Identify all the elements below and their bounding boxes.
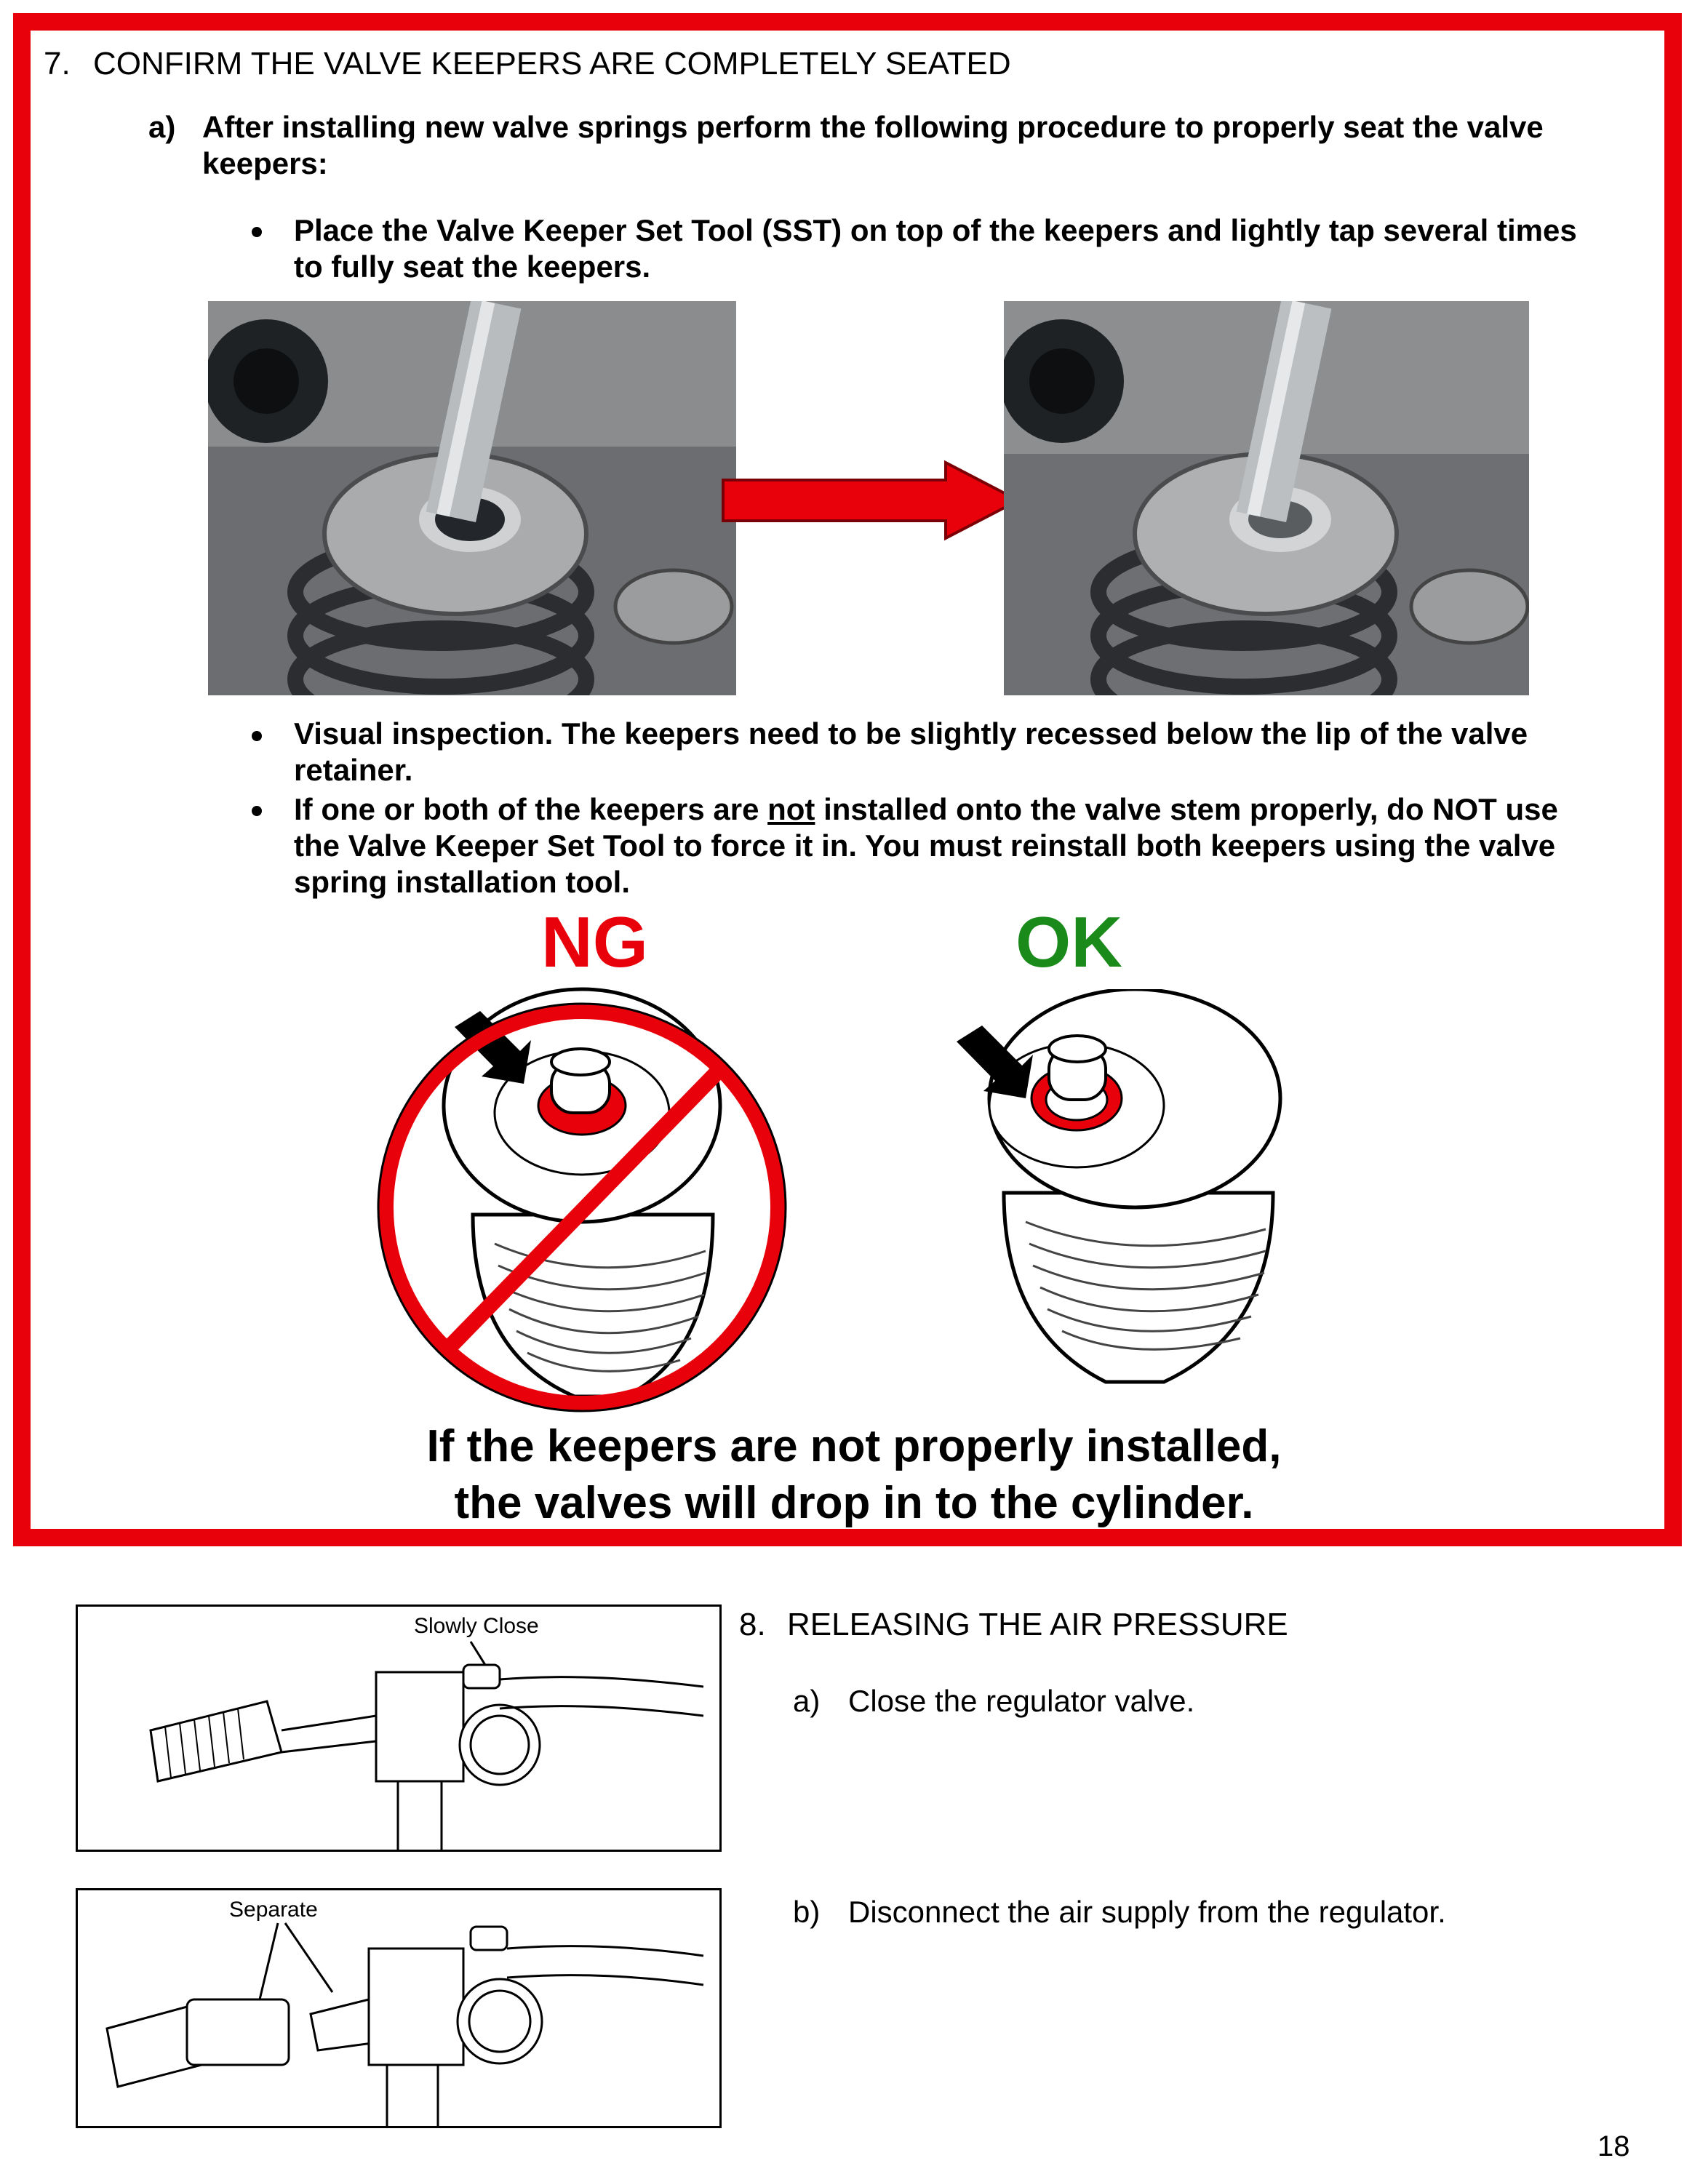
bullet3-text-pre: If one or both of the keepers are	[294, 792, 768, 826]
warning-line1: If the keepers are not properly installed,	[426, 1421, 1282, 1471]
bullet-dot	[252, 227, 262, 237]
step-8a-text: Close the regulator valve.	[848, 1684, 1195, 1718]
photo-keepers-after	[1004, 301, 1529, 695]
bullet-dot	[252, 731, 262, 741]
bullet2-line2: retainer.	[294, 753, 413, 787]
ok-label: OK	[1015, 902, 1122, 982]
section-7-title: CONFIRM THE VALVE KEEPERS ARE COMPLETELY SEATED	[93, 46, 1011, 81]
section-8-title: RELEASING THE AIR PRESSURE	[787, 1607, 1288, 1642]
ng-keeper-illustration	[364, 975, 829, 1426]
step-a-marker: a)	[148, 110, 176, 144]
figure1-callout: Slowly Close	[414, 1614, 539, 1638]
page-number: 18	[1597, 2130, 1630, 2162]
step-a-line1: After installing new valve springs perform the following procedure to properly seat the valve	[202, 110, 1544, 144]
bullet1-line2: to fully seat the keepers.	[294, 249, 651, 284]
figure-close-regulator	[76, 1604, 722, 1852]
bullet3-line2: the Valve Keeper Set Tool to force it in. You must reinstall both keepers using the valve	[294, 828, 1556, 863]
arrow-right-icon	[720, 460, 1026, 541]
bullet-dot	[252, 806, 262, 816]
bullet3-line3: spring installation tool.	[294, 865, 630, 899]
step-a-line2: keepers:	[202, 146, 328, 180]
section-8-number: 8.	[739, 1607, 766, 1642]
figure-separate-supply	[76, 1888, 722, 2128]
bullet3-text-underlined: not	[767, 792, 815, 826]
bullet3-text-post: installed onto the valve stem properly, do NOT use	[815, 792, 1558, 826]
step-8b-marker: b)	[793, 1895, 821, 1929]
photo-keepers-before	[208, 301, 736, 695]
step-8a-marker: a)	[793, 1684, 821, 1718]
bullet3-line1	[294, 791, 1558, 828]
bullet1-line1: Place the Valve Keeper Set Tool (SST) on top of the keepers and lightly tap several times	[294, 213, 1577, 247]
ng-label: NG	[541, 902, 648, 982]
ok-keeper-illustration	[946, 989, 1324, 1396]
step-8b-text: Disconnect the air supply from the regulator.	[848, 1895, 1446, 1929]
section-7-number: 7.	[44, 46, 71, 81]
figure2-callout: Separate	[229, 1898, 318, 1922]
bullet2-line1: Visual inspection. The keepers need to be slightly recessed below the lip of the valve	[294, 716, 1528, 751]
warning-line2: the valves will drop in to the cylinder.	[454, 1478, 1254, 1528]
